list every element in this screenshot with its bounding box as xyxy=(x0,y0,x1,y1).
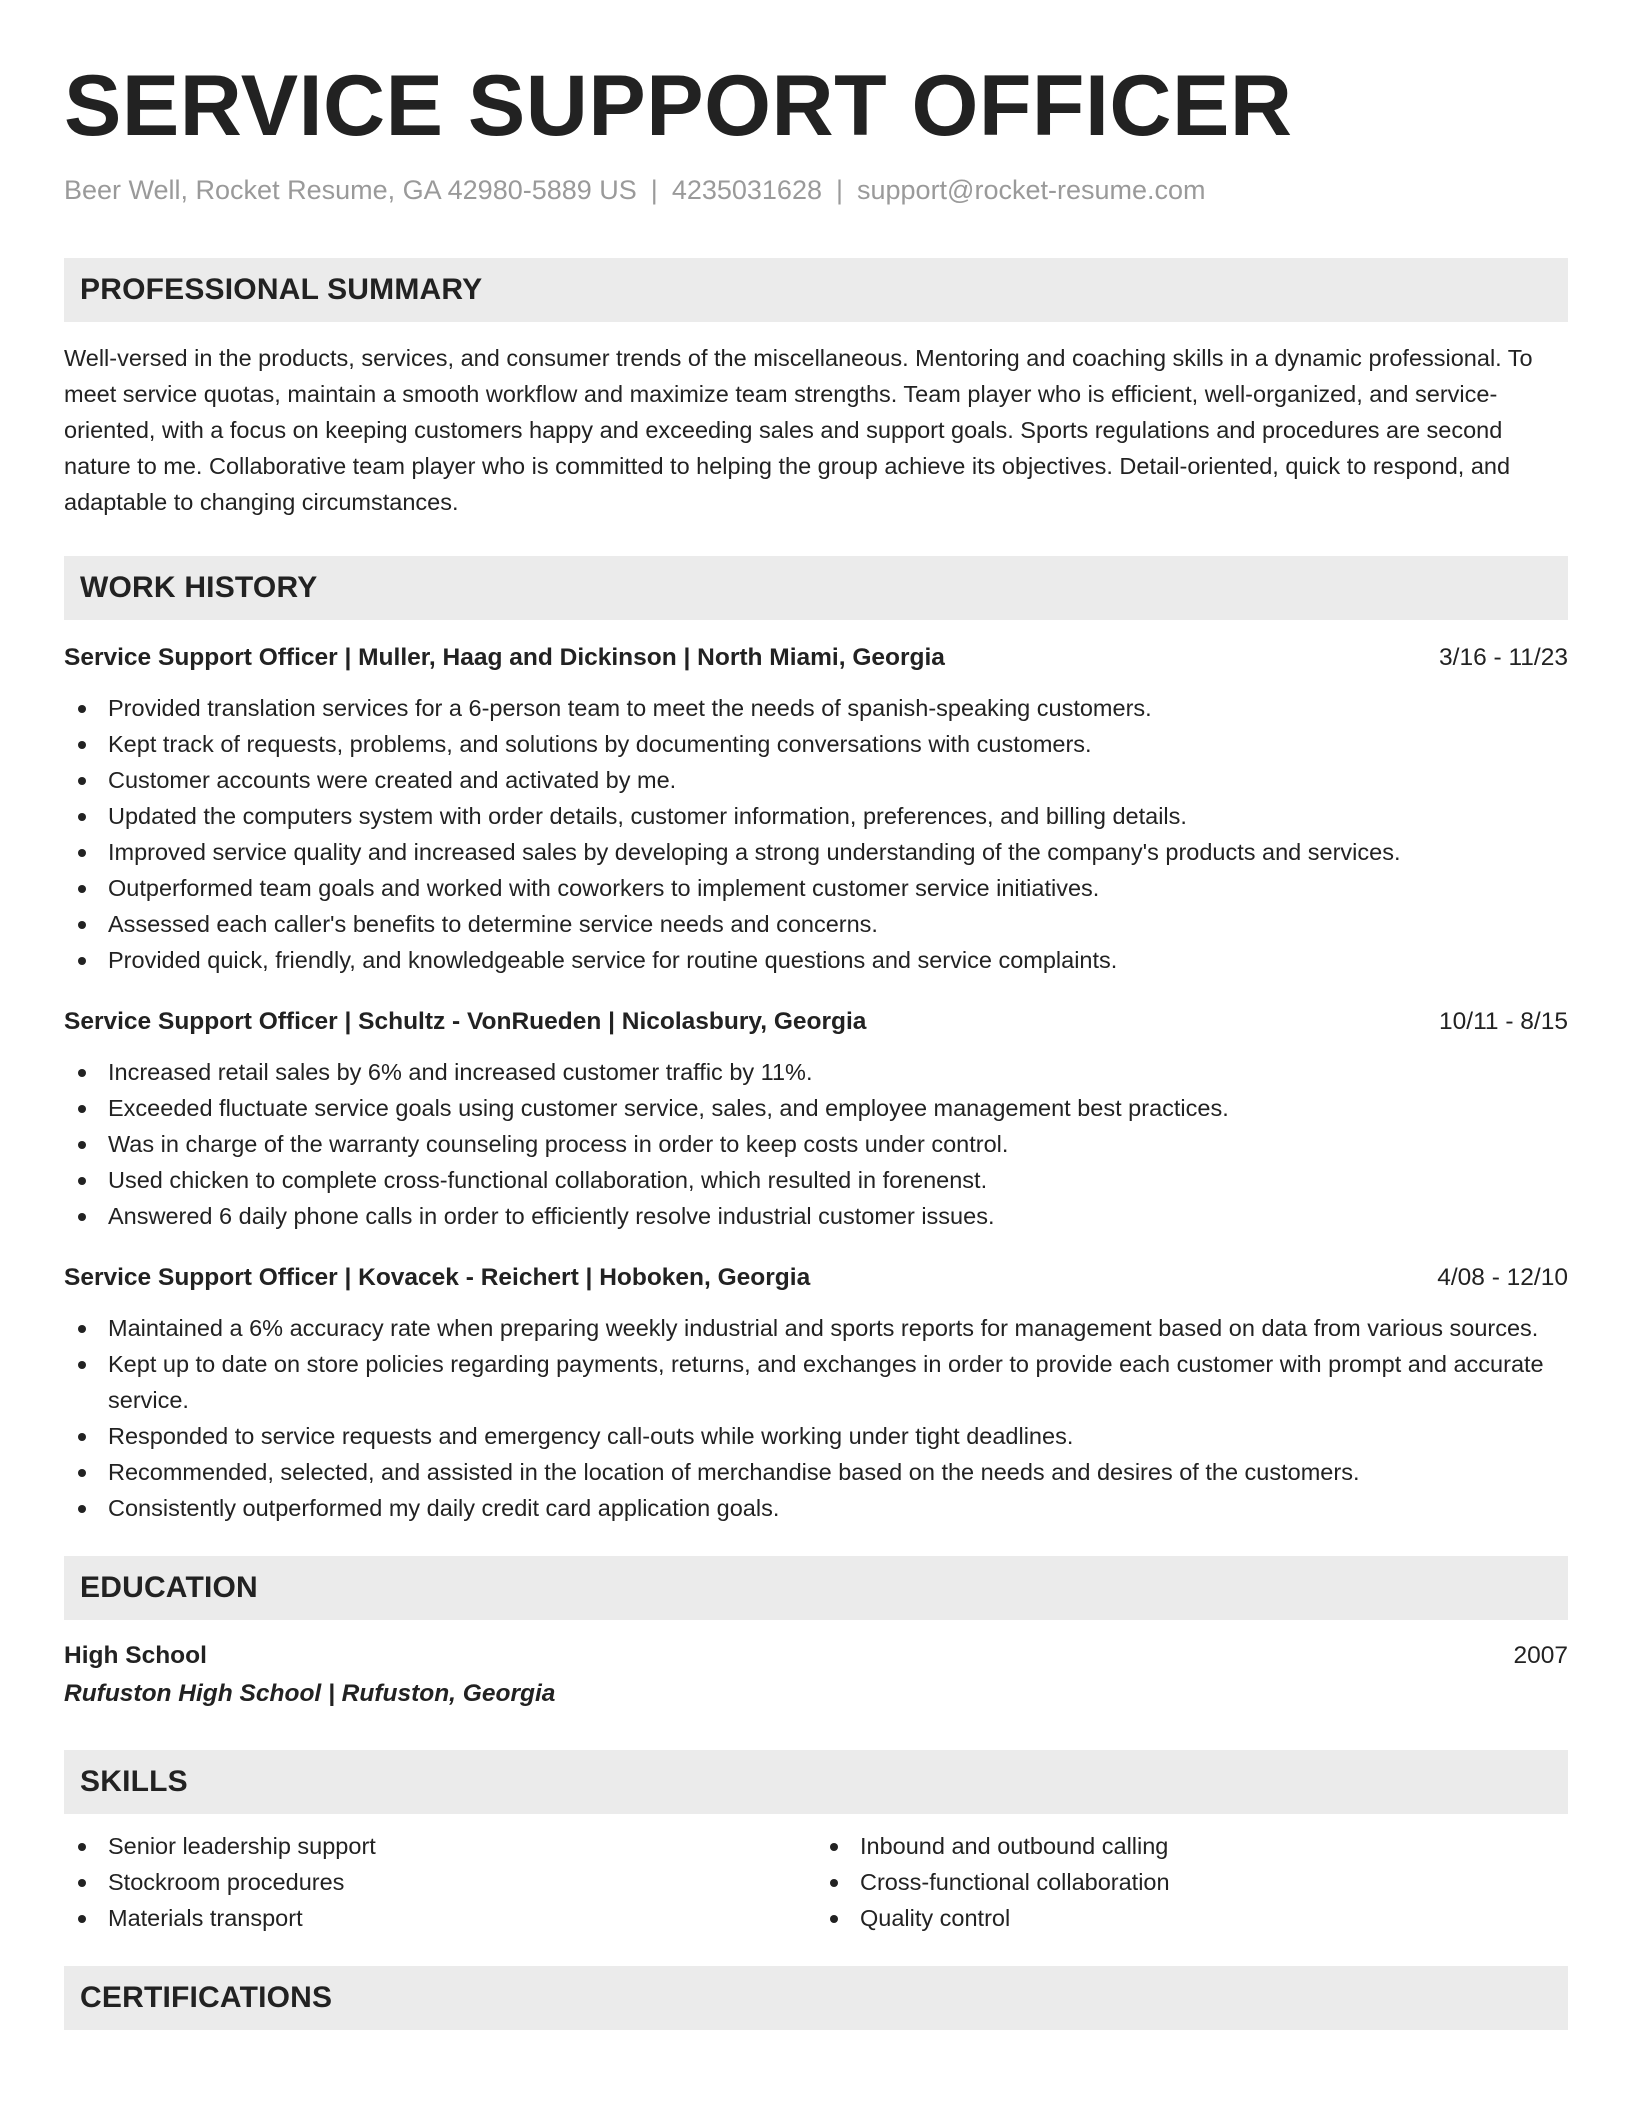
summary-text: Well-versed in the products, services, and consumer trends of the miscellaneous. Mentoring and coaching skills in a dynamic professional. To meet service quotas, maintain a smooth workflow and maximize team strengths. Team player who is efficient, well-organized, and service-oriented, with a focus on keeping customers happy and exceeding sales and support goals. Sports regulations and procedures are second nature to me. Collaborative team player who is committed to helping the group achieve its objectives. Detail-oriented, quick to respond, and adaptable to changing circumstances. xyxy=(64,345,1533,515)
job-bullet xyxy=(64,1346,1568,1418)
section-heading-education: EDUCATION xyxy=(64,1556,1568,1620)
job-bullet xyxy=(64,1126,1568,1162)
bullet-dot-icon xyxy=(78,705,86,713)
education-degree: High School xyxy=(64,1642,207,1669)
job-bullet-text: Recommended, selected, and assisted in the location of merchandise based on the needs and desires of the customers. xyxy=(108,1459,1360,1485)
skill-text: Quality control xyxy=(860,1905,1011,1931)
bullet-dot-icon xyxy=(78,741,86,749)
job-bullet xyxy=(64,834,1568,870)
job-bullet xyxy=(64,1310,1568,1346)
bullet-dot-icon xyxy=(78,1069,86,1077)
section-heading-summary: PROFESSIONAL SUMMARY xyxy=(64,258,1568,322)
job-bullet xyxy=(64,762,1568,798)
job-header xyxy=(64,1004,1568,1040)
bullet-dot-icon xyxy=(830,1843,838,1851)
job-entry xyxy=(64,1004,1568,1234)
skill-text: Inbound and outbound calling xyxy=(860,1833,1169,1859)
job-bullet xyxy=(64,1054,1568,1090)
job-bullet-list xyxy=(64,1310,1568,1526)
bullet-dot-icon xyxy=(78,1505,86,1513)
contact-separator: | xyxy=(835,175,843,205)
skill-item xyxy=(816,1864,1568,1900)
job-bullet-text: Responded to service requests and emergency call-outs while working under tight deadlines. xyxy=(108,1423,1074,1449)
bullet-dot-icon xyxy=(78,957,86,965)
bullet-dot-icon xyxy=(78,1469,86,1477)
skill-text: Stockroom procedures xyxy=(108,1869,345,1895)
job-dates: 4/08 - 12/10 xyxy=(1437,1264,1568,1291)
job-bullet-text: Maintained a 6% accuracy rate when preparing weekly industrial and sports reports for management based on data from various sources. xyxy=(108,1315,1539,1341)
skill-item xyxy=(64,1828,816,1864)
job-bullet-list xyxy=(64,690,1568,978)
contact-separator: | xyxy=(650,175,658,205)
skill-item xyxy=(816,1828,1568,1864)
job-bullet-text: Customer accounts were created and activated by me. xyxy=(108,767,677,793)
bullet-dot-icon xyxy=(78,813,86,821)
bullet-dot-icon xyxy=(78,1433,86,1441)
job-bullet-text: Answered 6 daily phone calls in order to efficiently resolve industrial customer issues. xyxy=(108,1203,995,1229)
job-bullet-text: Used chicken to complete cross-functional collaboration, which resulted in forenenst. xyxy=(108,1167,988,1193)
job-bullet-text: Consistently outperformed my daily credit card application goals. xyxy=(108,1495,780,1521)
contact-address: Beer Well, Rocket Resume, GA 42980-5889 US xyxy=(64,175,637,205)
bullet-dot-icon xyxy=(78,921,86,929)
bullet-dot-icon xyxy=(830,1915,838,1923)
job-bullet-text: Assessed each caller's benefits to determine service needs and concerns. xyxy=(108,911,878,937)
job-bullet xyxy=(64,942,1568,978)
job-dates: 10/11 - 8/15 xyxy=(1439,1008,1568,1035)
job-bullet-text: Increased retail sales by 6% and increased customer traffic by 11%. xyxy=(108,1059,813,1085)
bullet-dot-icon xyxy=(78,1177,86,1185)
job-bullet-list xyxy=(64,1054,1568,1234)
skills-column-left xyxy=(64,1828,816,1936)
education-year: 2007 xyxy=(1513,1642,1568,1669)
job-bullet-text: Updated the computers system with order details, customer information, preferences, and billing details. xyxy=(108,803,1187,829)
job-bullet xyxy=(64,1490,1568,1526)
job-bullet-text: Provided quick, friendly, and knowledgeable service for routine questions and service complaints. xyxy=(108,947,1118,973)
skill-item xyxy=(816,1900,1568,1936)
job-bullet xyxy=(64,870,1568,906)
job-entry xyxy=(64,640,1568,978)
bullet-dot-icon xyxy=(78,1213,86,1221)
skills-list xyxy=(816,1828,1568,1936)
job-title: Service Support Officer | Kovacek - Reichert | Hoboken, Georgia xyxy=(64,1264,811,1291)
bullet-dot-icon xyxy=(78,1325,86,1333)
job-bullet-text: Exceeded fluctuate service goals using customer service, sales, and employee management best practices. xyxy=(108,1095,1229,1121)
job-header xyxy=(64,1260,1568,1296)
bullet-dot-icon xyxy=(78,1843,86,1851)
job-bullet-text: Kept track of requests, problems, and solutions by documenting conversations with customers. xyxy=(108,731,1092,757)
education-row xyxy=(64,1638,1568,1674)
skills-column-right xyxy=(816,1828,1568,1936)
contact-phone: 4235031628 xyxy=(671,175,822,205)
job-bullet xyxy=(64,1454,1568,1490)
job-bullet xyxy=(64,906,1568,942)
job-bullet xyxy=(64,1162,1568,1198)
contact-email: support@rocket-resume.com xyxy=(857,175,1206,205)
education-school: Rufuston High School | Rufuston, Georgia xyxy=(64,1680,556,1707)
bullet-dot-icon xyxy=(78,777,86,785)
job-bullet xyxy=(64,726,1568,762)
job-title: Service Support Officer | Schultz - VonRueden | Nicolasbury, Georgia xyxy=(64,1008,867,1035)
job-bullet xyxy=(64,690,1568,726)
bullet-dot-icon xyxy=(78,1879,86,1887)
job-bullet xyxy=(64,1418,1568,1454)
skill-text: Senior leadership support xyxy=(108,1833,376,1859)
bullet-dot-icon xyxy=(78,1915,86,1923)
job-bullet-text: Provided translation services for a 6-person team to meet the needs of spanish-speaking customers. xyxy=(108,695,1152,721)
section-heading-work-history: WORK HISTORY xyxy=(64,556,1568,620)
job-header xyxy=(64,640,1568,676)
section-heading-certifications: CERTIFICATIONS xyxy=(64,1966,1568,2030)
job-bullet-text: Kept up to date on store policies regarding payments, returns, and exchanges in order to provide each customer with prompt and accurate service. xyxy=(108,1351,1544,1413)
skill-text: Cross-functional collaboration xyxy=(860,1869,1170,1895)
bullet-dot-icon xyxy=(78,849,86,857)
section-heading-skills: SKILLS xyxy=(64,1750,1568,1814)
skill-text: Materials transport xyxy=(108,1905,303,1931)
job-bullet-text: Was in charge of the warranty counseling process in order to keep costs under control. xyxy=(108,1131,1009,1157)
contact-line xyxy=(64,172,1568,208)
job-bullet xyxy=(64,798,1568,834)
job-bullet-text: Improved service quality and increased sales by developing a strong understanding of the company's products and services. xyxy=(108,839,1401,865)
job-bullet xyxy=(64,1090,1568,1126)
skills-list xyxy=(64,1828,816,1936)
job-bullet xyxy=(64,1198,1568,1234)
bullet-dot-icon xyxy=(78,1361,86,1369)
bullet-dot-icon xyxy=(830,1879,838,1887)
bullet-dot-icon xyxy=(78,1105,86,1113)
job-entry xyxy=(64,1260,1568,1526)
bullet-dot-icon xyxy=(78,885,86,893)
skill-item xyxy=(64,1900,816,1936)
skill-item xyxy=(64,1864,816,1900)
job-dates: 3/16 - 11/23 xyxy=(1439,644,1568,671)
job-title: Service Support Officer | Muller, Haag and Dickinson | North Miami, Georgia xyxy=(64,644,945,671)
bullet-dot-icon xyxy=(78,1141,86,1149)
skills-grid xyxy=(64,1828,1568,1936)
candidate-name: SERVICE SUPPORT OFFICER xyxy=(64,58,1293,154)
job-bullet-text: Outperformed team goals and worked with coworkers to implement customer service initiatives. xyxy=(108,875,1100,901)
